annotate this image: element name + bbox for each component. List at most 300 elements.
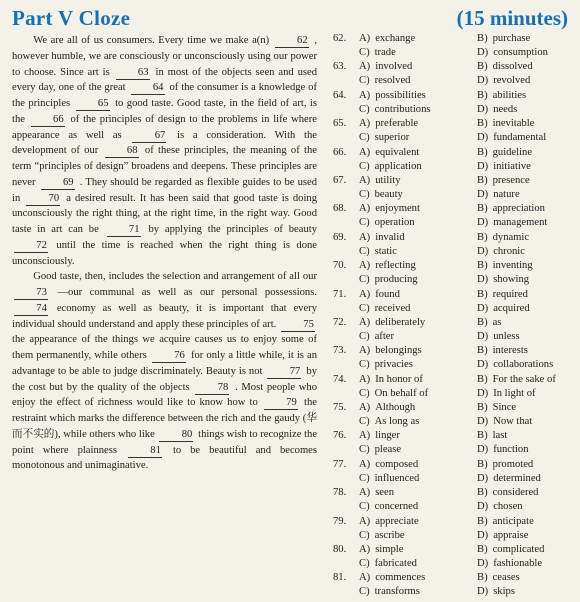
blank-77[interactable]: 77 [267, 365, 301, 379]
option-d[interactable] [477, 473, 541, 484]
option-c[interactable] [359, 104, 431, 115]
option-text: ceases [492, 572, 520, 584]
question-number: 74. [333, 373, 347, 385]
option-text: inevitable [492, 118, 535, 130]
option-letter: D) [477, 359, 489, 371]
option-b[interactable] [477, 90, 526, 101]
option-b[interactable] [477, 33, 530, 44]
option-letter: C) [359, 444, 370, 456]
option-d[interactable] [477, 416, 532, 427]
option-a[interactable] [359, 430, 400, 441]
option-letter: D) [477, 103, 489, 115]
passage-text: by applying the principles of beauty [148, 224, 317, 235]
option-letter: D) [477, 330, 489, 342]
option-letter: B) [477, 316, 488, 328]
option-d[interactable] [477, 359, 553, 370]
option-letter: C) [359, 586, 370, 598]
blank-69[interactable]: 69 [41, 176, 75, 190]
option-d[interactable] [477, 444, 529, 455]
option-text: belongings [375, 345, 422, 357]
option-c[interactable] [359, 161, 422, 172]
option-text: ascribe [374, 529, 405, 541]
option-a[interactable] [359, 544, 403, 555]
blank-65[interactable]: 65 [76, 97, 110, 111]
passage-text: . Most people who enjoy the effect of richness would like to know how to [12, 381, 318, 409]
option-text: Since [492, 402, 517, 414]
option-text: In honor of [375, 373, 423, 385]
option-b[interactable] [477, 232, 529, 243]
blank-75[interactable]: 75 [281, 318, 315, 332]
option-text: after [374, 330, 394, 342]
option-d[interactable] [477, 189, 520, 200]
option-text: purchase [492, 33, 531, 44]
option-d[interactable] [477, 75, 530, 86]
time-limit: (15 minutes) [456, 6, 568, 30]
option-b[interactable] [477, 459, 533, 470]
option-text: unless [493, 330, 520, 342]
option-d[interactable] [477, 132, 546, 143]
option-letter: A) [359, 373, 371, 385]
question-number: 73. [333, 345, 347, 357]
option-text: deliberately [375, 316, 426, 328]
option-letter: C) [359, 47, 370, 58]
option-text: appreciation [492, 203, 545, 215]
option-text: Now that [493, 416, 533, 428]
option-text: consumption [493, 47, 548, 58]
option-letter: B) [477, 430, 488, 442]
option-letter: C) [359, 416, 370, 428]
blank-66[interactable]: 66 [31, 113, 65, 127]
option-c[interactable] [359, 388, 428, 399]
option-c[interactable] [359, 416, 419, 427]
option-text: showing [493, 274, 530, 286]
option-letter: B) [477, 515, 488, 527]
question-68 [327, 203, 572, 231]
option-text: On behalf of [374, 387, 429, 399]
question-72 [327, 317, 572, 345]
option-text: fashionable [493, 558, 543, 570]
option-b[interactable] [477, 147, 532, 158]
option-text: equivalent [375, 146, 420, 158]
option-letter: B) [477, 373, 488, 385]
option-b[interactable] [477, 516, 534, 527]
option-text: In light of [493, 387, 536, 399]
option-letter: C) [359, 103, 370, 115]
option-letter: C) [359, 472, 370, 484]
option-text: exchange [375, 33, 416, 44]
option-text: management [493, 217, 548, 229]
option-text: last [492, 430, 508, 442]
question-number: 66. [333, 146, 347, 158]
option-a[interactable] [359, 90, 426, 101]
option-text: trade [374, 47, 396, 58]
passage-text: until the time is reached when the right thing is done unconsciously. [12, 239, 317, 267]
option-text: fundamental [493, 132, 547, 144]
option-letter: C) [359, 359, 370, 371]
option-letter: D) [477, 416, 489, 428]
paragraph-2 [12, 269, 317, 474]
question-number: 72. [333, 316, 347, 328]
option-d[interactable] [477, 586, 515, 597]
blank-62[interactable]: 62 [275, 34, 309, 48]
option-text: appraise [493, 529, 529, 541]
option-letter: C) [359, 160, 370, 172]
option-text: chronic [493, 245, 525, 257]
option-letter: A) [359, 231, 371, 243]
option-d[interactable] [477, 104, 517, 115]
option-text: dynamic [492, 231, 530, 243]
option-text: resolved [374, 75, 411, 87]
blank-78[interactable]: 78 [195, 381, 229, 395]
section-header [10, 6, 570, 34]
answer-options [327, 33, 572, 601]
blank-73[interactable]: 73 [14, 286, 48, 300]
option-letter: B) [477, 345, 488, 357]
option-text: inventing [492, 260, 533, 272]
option-a[interactable] [359, 118, 418, 129]
option-text: static [374, 245, 397, 257]
option-b[interactable] [477, 317, 501, 328]
option-c[interactable] [359, 444, 401, 455]
option-letter: B) [477, 146, 488, 158]
option-text: nature [493, 188, 520, 200]
option-text: found [375, 288, 400, 300]
question-number: 81. [333, 572, 347, 584]
option-b[interactable] [477, 175, 530, 186]
option-letter: D) [477, 529, 489, 541]
option-b[interactable] [477, 572, 520, 583]
option-letter: A) [359, 458, 371, 470]
option-letter: B) [477, 89, 488, 101]
option-letter: C) [359, 274, 370, 286]
option-a[interactable] [359, 516, 419, 527]
option-text: chosen [493, 501, 523, 513]
option-text: initiative [493, 160, 531, 172]
option-b[interactable] [477, 118, 534, 129]
option-letter: D) [477, 472, 489, 484]
option-d[interactable] [477, 161, 531, 172]
option-letter: D) [477, 245, 489, 257]
option-letter: D) [477, 586, 489, 598]
option-letter: A) [359, 118, 371, 130]
option-letter: A) [359, 316, 371, 328]
passage-text: in most of the objects seen and used every day, one of the great [12, 66, 317, 94]
option-a[interactable] [359, 572, 425, 583]
passage-text: economy as well as beauty, it is important that every individual should understand and apply these principles of art. [12, 302, 317, 330]
option-c[interactable] [359, 274, 418, 285]
option-c[interactable] [359, 75, 410, 86]
option-text: commences [375, 572, 426, 584]
option-letter: C) [359, 188, 370, 200]
passage-text: things wish to recognize the point where plainness [12, 428, 318, 456]
option-text: possibilities [375, 89, 426, 101]
option-a[interactable] [359, 459, 418, 470]
option-letter: A) [359, 487, 371, 499]
option-c[interactable] [359, 189, 403, 200]
question-number: 78. [333, 487, 347, 499]
option-text: abilities [492, 89, 527, 101]
passage-text: for only a little while, it is an advantage to be able to judge discriminately. Beauty is not [12, 350, 318, 377]
question-number: 71. [333, 288, 347, 300]
question-71 [327, 289, 572, 317]
option-a[interactable] [359, 147, 419, 158]
question-number: 65. [333, 118, 347, 130]
option-text: involved [375, 61, 413, 73]
blank-81[interactable]: 81 [128, 444, 162, 458]
question-81 [327, 572, 572, 600]
option-b[interactable] [477, 544, 544, 555]
option-c[interactable] [359, 473, 419, 484]
option-d[interactable] [477, 530, 528, 541]
option-text: For the sake of [492, 373, 556, 385]
option-a[interactable] [359, 487, 394, 498]
option-b[interactable] [477, 374, 556, 385]
option-letter: B) [477, 33, 488, 44]
option-c[interactable] [359, 132, 409, 143]
option-d[interactable] [477, 331, 520, 342]
option-b[interactable] [477, 289, 528, 300]
blank-68[interactable]: 68 [105, 144, 139, 158]
option-a[interactable] [359, 232, 405, 243]
question-77 [327, 459, 572, 487]
blank-74[interactable]: 74 [14, 302, 48, 316]
option-a[interactable] [359, 203, 420, 214]
option-text: application [374, 160, 422, 172]
blank-70[interactable]: 70 [26, 192, 60, 206]
option-letter: B) [477, 487, 488, 499]
option-d[interactable] [477, 303, 530, 314]
option-text: dissolved [492, 61, 533, 73]
option-letter: B) [477, 118, 488, 130]
option-text: revolved [493, 75, 531, 87]
blank-64[interactable]: 64 [131, 81, 165, 95]
option-a[interactable] [359, 345, 422, 356]
option-letter: A) [359, 174, 371, 186]
question-number: 68. [333, 203, 347, 215]
question-78 [327, 487, 572, 515]
option-text: Although [375, 402, 416, 414]
option-letter: A) [359, 544, 371, 556]
option-text: superior [374, 132, 410, 144]
option-text: reflecting [375, 260, 416, 272]
option-d[interactable] [477, 47, 548, 58]
option-text: required [492, 288, 528, 300]
option-letter: D) [477, 217, 489, 229]
option-b[interactable] [477, 203, 545, 214]
option-b[interactable] [477, 345, 528, 356]
blank-76[interactable]: 76 [152, 349, 186, 363]
passage-text: of these principles, the meaning of the term “principles of design” broadens and deepens. These principles are never [12, 145, 317, 188]
option-letter: D) [477, 444, 489, 456]
blank-72[interactable]: 72 [14, 239, 48, 253]
option-letter: D) [477, 387, 489, 399]
option-text: received [374, 302, 411, 314]
option-text: contributions [374, 103, 431, 115]
option-letter: C) [359, 217, 370, 229]
option-letter: A) [359, 61, 371, 73]
paragraph-1 [12, 33, 317, 269]
option-c[interactable] [359, 331, 394, 342]
passage-text: , however humble, we are consciously or unconsciously using our power to choose. Since art is [12, 35, 317, 78]
option-letter: C) [359, 302, 370, 314]
option-text: determined [493, 472, 541, 484]
question-number: 67. [333, 174, 347, 186]
option-letter: C) [359, 330, 370, 342]
question-79 [327, 516, 572, 544]
option-letter: B) [477, 402, 488, 414]
question-number: 63. [333, 61, 347, 73]
option-a[interactable] [359, 289, 400, 300]
option-c[interactable] [359, 501, 418, 512]
option-text: seen [375, 487, 395, 499]
question-70 [327, 260, 572, 288]
question-76 [327, 430, 572, 458]
option-text: presence [492, 174, 530, 186]
option-text: function [493, 444, 529, 456]
option-letter: D) [477, 558, 489, 570]
passage-text: of the consumer is a knowledge of the principles [12, 82, 317, 109]
option-text: please [374, 444, 402, 456]
option-letter: D) [477, 274, 489, 286]
option-text: operation [374, 217, 415, 229]
passage-text: . They should be regarded as flexible guides to be used in [12, 176, 317, 204]
section-title: Part V Cloze [12, 6, 131, 30]
option-b[interactable] [477, 430, 507, 441]
option-letter: D) [477, 302, 489, 314]
option-letter: D) [477, 160, 489, 172]
question-number: 79. [333, 515, 347, 527]
option-c[interactable] [359, 359, 413, 370]
option-text: As long as [374, 416, 420, 428]
option-b[interactable] [477, 402, 516, 413]
option-text: simple [375, 544, 404, 556]
option-text: privacies [374, 359, 413, 371]
question-number: 77. [333, 458, 347, 470]
option-d[interactable] [477, 274, 529, 285]
option-d[interactable] [477, 217, 547, 228]
blank-71[interactable]: 71 [107, 223, 141, 237]
blank-63[interactable]: 63 [116, 66, 150, 80]
option-letter: A) [359, 345, 371, 357]
passage-text: We are all of us consumers. Every time we make a(n) [33, 35, 270, 46]
option-text: complicated [492, 544, 545, 556]
option-letter: B) [477, 174, 488, 186]
option-c[interactable] [359, 530, 405, 541]
passage-text: of the principles of design to the problems in life where appearance as well as [12, 113, 317, 141]
option-letter: A) [359, 572, 371, 584]
option-text: invalid [375, 231, 405, 243]
option-letter: A) [359, 288, 371, 300]
option-c[interactable] [359, 47, 396, 58]
option-letter: D) [477, 75, 489, 87]
option-text: beauty [374, 188, 403, 200]
option-text: influenced [374, 472, 420, 484]
option-letter: C) [359, 529, 370, 541]
question-65 [327, 118, 572, 146]
option-letter: B) [477, 458, 488, 470]
option-letter: C) [359, 245, 370, 257]
option-letter: B) [477, 288, 488, 300]
option-letter: C) [359, 75, 370, 87]
question-74 [327, 374, 572, 402]
passage-text: —our communal as well as our personal possessions. [57, 287, 317, 298]
option-a[interactable] [359, 374, 423, 385]
option-c[interactable] [359, 246, 397, 257]
option-b[interactable] [477, 61, 533, 72]
question-75 [327, 402, 572, 430]
option-c[interactable] [359, 217, 415, 228]
option-text: needs [493, 103, 518, 115]
question-number: 70. [333, 260, 347, 272]
passage-text: by the cost but by the quality of the objects [12, 365, 317, 393]
option-b[interactable] [477, 487, 538, 498]
blank-67[interactable]: 67 [132, 129, 166, 143]
option-letter: D) [477, 188, 489, 200]
option-c[interactable] [359, 558, 417, 569]
option-letter: B) [477, 572, 488, 584]
option-letter: B) [477, 203, 488, 215]
option-letter: A) [359, 33, 371, 44]
option-text: transforms [374, 586, 420, 598]
option-letter: A) [359, 515, 371, 527]
cloze-passage [12, 33, 317, 474]
option-text: acquired [493, 302, 530, 314]
option-text: enjoyment [375, 203, 420, 215]
option-a[interactable] [359, 317, 425, 328]
option-letter: A) [359, 402, 371, 414]
passage-text: to good taste. Good taste, in the field of art, is the [12, 98, 317, 125]
option-d[interactable] [477, 246, 525, 257]
option-letter: D) [477, 132, 489, 144]
option-c[interactable] [359, 586, 420, 597]
blank-80[interactable]: 80 [159, 428, 193, 442]
blank-79[interactable]: 79 [264, 396, 298, 410]
option-text: collaborations [493, 359, 554, 371]
option-a[interactable] [359, 260, 416, 271]
option-a[interactable] [359, 175, 401, 186]
question-63 [327, 61, 572, 89]
option-letter: C) [359, 132, 370, 144]
option-d[interactable] [477, 501, 523, 512]
passage-text: Good taste, then, includes the selection and arrangement of all our [33, 271, 317, 283]
option-a[interactable] [359, 33, 415, 44]
option-d[interactable] [477, 388, 536, 399]
question-number: 76. [333, 430, 347, 442]
question-number: 80. [333, 544, 347, 556]
option-letter: B) [477, 231, 488, 243]
option-text: anticipate [492, 515, 534, 527]
passage-text: the appearance of the things we acquire causes us to enjoy some of them permanently, while others [12, 334, 317, 361]
option-text: preferable [375, 118, 419, 130]
option-text: interests [492, 345, 528, 357]
option-b[interactable] [477, 260, 533, 271]
option-a[interactable] [359, 402, 415, 413]
option-text: appreciate [375, 515, 419, 527]
option-d[interactable] [477, 558, 542, 569]
option-letter: B) [477, 544, 488, 556]
option-text: as [492, 316, 502, 328]
option-letter: D) [477, 501, 489, 513]
question-64 [327, 90, 572, 118]
question-67 [327, 175, 572, 203]
option-a[interactable] [359, 61, 412, 72]
option-c[interactable] [359, 303, 410, 314]
passage-text: is a consideration. With the development of our [12, 129, 317, 157]
option-text: utility [375, 174, 401, 186]
question-62 [327, 33, 572, 61]
option-text: concerned [374, 501, 419, 513]
option-text: producing [374, 274, 418, 286]
